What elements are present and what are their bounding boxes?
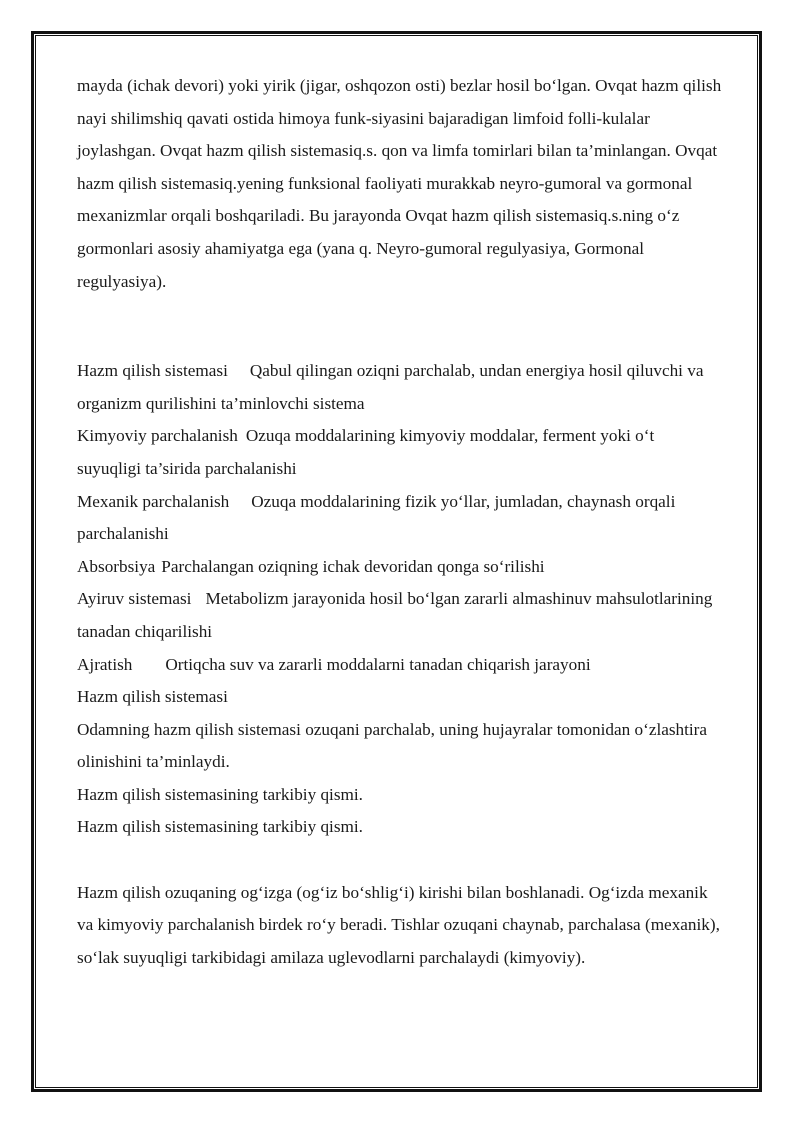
glossary-term: Ayiruv sistemasi (77, 589, 192, 609)
glossary-entry (77, 649, 722, 682)
glossary-entry (77, 583, 722, 648)
glossary-entry (77, 420, 722, 485)
glossary-definition: Ozuqa moddalarining kimyoviy moddalar, ferment yoki o‘t suyuqligi ta’sirida parchalanishi (77, 426, 655, 478)
glossary-definition: Qabul qilingan oziqni parchalab, undan energiya hosil qiluvchi va organizm qurilishini ta’minlovchi sistema (77, 361, 704, 413)
section-heading: Hazm qilish sistemasi (77, 687, 228, 707)
glossary-term: Hazm qilish sistemasi (77, 361, 228, 381)
glossary-entry (77, 486, 722, 551)
glossary-term: Absorbsiya (77, 556, 156, 576)
document-body (77, 70, 722, 974)
summary-paragraph: Odamning hazm qilish sistemasi ozuqani parchalab, uning hujayralar tomonidan o‘zlashtira olinishini ta’minlaydi. (77, 719, 708, 772)
glossary-definition: Ortiqcha suv va zararli moddalarni tanadan chiqarish jarayoni (165, 654, 591, 674)
spacer (77, 298, 722, 355)
glossary-term: Mexanik parchalanish (77, 491, 230, 511)
intro-paragraph: mayda (ichak devori) yoki yirik (jigar, oshqozon osti) bezlar hosil bo‘lgan. Ovqat hazm qilish nayi shilimshiq qavati ostida himoya funk-siyasini bajaradigan limfoid folli-kulalar joylashgan. Ovqat hazm qilish sistemasiq.s. qon va limfa tomirlari bilan ta’minlangan. Ovqat hazm qilish sistemasiq.yening funksional faoliyati murakkab neyro-gumoral va gormonal mexanizmlar orqali boshqariladi. Bu jarayonda Ovqat hazm qilish sistemasiq.s.ning o‘z gormonlari asosiy ahamiyatga ega (yana q. Neyro-gumoral regulyasiya, Gormonal regulyasiya). (77, 76, 722, 291)
figure-caption: Hazm qilish sistemasining tarkibiy qismi. (77, 817, 363, 837)
spacer (77, 844, 722, 877)
glossary-term: Ajratish (77, 654, 133, 674)
closing-paragraph: Hazm qilish ozuqaning og‘izga (og‘iz bo‘shlig‘i) kirishi bilan boshlanadi. Og‘izda mexanik va kimyoviy parchalanish birdek ro‘y beradi. Tishlar ozuqani chaynab, parchalasa (mexanik), so‘lak suyuqligi tarkibidagi amilaza uglevodlarni parchalaydi (kimyoviy). (77, 882, 720, 967)
glossary-definition: Metabolizm jarayonida hosil bo‘lgan zararli almashinuv mahsulotlarining tanadan chiqarilishi (77, 589, 713, 641)
figure-caption: Hazm qilish sistemasining tarkibiy qismi. (77, 784, 363, 804)
glossary-term: Kimyoviy parchalanish (77, 426, 238, 446)
glossary-entry (77, 551, 722, 584)
glossary-definition: Ozuqa moddalarining fizik yo‘llar, jumladan, chaynash orqali parchalanishi (77, 491, 676, 544)
glossary-definition: Parchalangan oziqning ichak devoridan qonga so‘rilishi (161, 556, 545, 576)
glossary-entry (77, 355, 722, 420)
